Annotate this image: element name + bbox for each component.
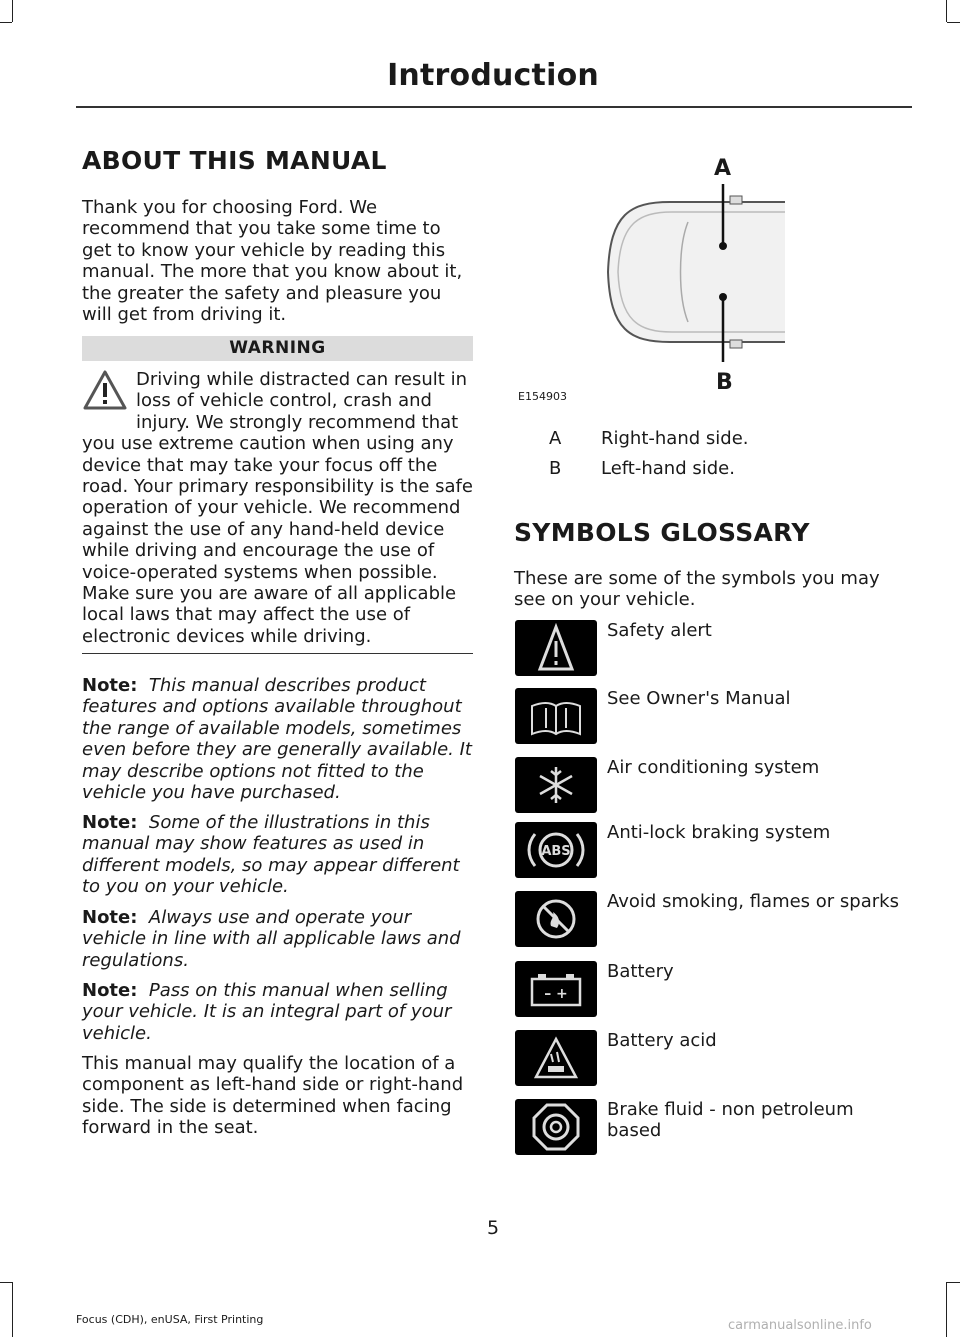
symbol-label: Anti-lock braking system bbox=[607, 822, 831, 843]
symbol-label: See Owner's Manual bbox=[607, 688, 791, 709]
crop-mark bbox=[946, 0, 947, 22]
crop-mark bbox=[946, 1282, 947, 1337]
brake-fluid-icon bbox=[515, 1099, 597, 1155]
abs-icon bbox=[515, 822, 597, 878]
note bbox=[82, 907, 474, 971]
figure-code: E154903 bbox=[518, 390, 567, 403]
car-top-view-figure bbox=[560, 152, 790, 396]
crop-mark bbox=[12, 1282, 13, 1337]
footer-text: Focus (CDH), enUSA, First Printing bbox=[76, 1313, 264, 1326]
warning-body: Driving while distracted can result in loss of vehicle control, crash and injury. We strongly recommend that you use extreme caution when using any device that may take your focus off the road. Your primary responsibility is the safe operation of your vehicle. We recommend against the use of any hand-held device while driving and encourage the use of voice-operated systems when possible. Make sure you are aware of all applicable local laws that may affect the use of electronic devices while driving. bbox=[82, 369, 473, 647]
page-number: 5 bbox=[486, 1217, 500, 1239]
closing-paragraph: This manual may qualify the location of a component as left-hand side or right-hand side. The side is determined when facing forward in the seat. bbox=[82, 1053, 464, 1139]
legend-value: Left-hand side. bbox=[601, 458, 735, 479]
page-title: Introduction bbox=[387, 58, 599, 93]
symbols-intro: These are some of the symbols you may see on your vehicle. bbox=[514, 568, 880, 611]
abs-icon-text: ABS bbox=[541, 844, 571, 859]
note bbox=[82, 675, 474, 803]
warning-text bbox=[82, 369, 474, 647]
note bbox=[82, 980, 474, 1044]
warning-icon bbox=[82, 369, 132, 413]
warning-rule bbox=[82, 653, 473, 654]
symbol-label: Avoid smoking, flames or sparks bbox=[607, 891, 899, 912]
intro-paragraph: Thank you for choosing Ford. We recommend that you take some time to get to know your vehicle by reading this manual. The more that you know about it, the greater the safety and pleasure you will get from driving it. bbox=[82, 197, 463, 326]
legend-key: A bbox=[549, 428, 562, 449]
safety-alert-icon bbox=[515, 620, 597, 676]
battery-icon-text: – + bbox=[544, 986, 568, 1002]
header-rule bbox=[76, 106, 912, 108]
crop-mark bbox=[0, 22, 12, 23]
no-smoking-flames-icon bbox=[515, 891, 597, 947]
crop-mark bbox=[0, 1282, 12, 1283]
owners-manual-icon bbox=[515, 688, 597, 744]
watermark[interactable]: carmanualsonline.info bbox=[728, 1318, 872, 1333]
section-heading-symbols: SYMBOLS GLOSSARY bbox=[514, 518, 810, 547]
note-text: Always use and operate your vehicle in line with all applicable laws and regulations. bbox=[82, 907, 461, 971]
section-heading-about: ABOUT THIS MANUAL bbox=[82, 146, 387, 175]
symbol-label: Safety alert bbox=[607, 620, 712, 641]
battery-acid-icon bbox=[515, 1030, 597, 1086]
crop-mark bbox=[12, 0, 13, 22]
symbol-label: Battery acid bbox=[607, 1030, 717, 1051]
symbol-label: Brake fluid - non petroleum based bbox=[607, 1099, 854, 1142]
note-text: Some of the illustrations in this manual may show features as used in different models, so may appear different to you on your vehicle. bbox=[82, 812, 460, 898]
symbol-label: Air conditioning system bbox=[607, 757, 820, 778]
warning-banner: WARNING bbox=[82, 336, 473, 361]
battery-icon bbox=[515, 961, 597, 1017]
callout-a: A bbox=[714, 156, 732, 181]
legend-key: B bbox=[549, 458, 562, 479]
crop-mark bbox=[947, 1282, 960, 1283]
note-label: Note: bbox=[82, 812, 138, 833]
note-label: Note: bbox=[82, 907, 138, 928]
note bbox=[82, 812, 474, 898]
symbol-label: Battery bbox=[607, 961, 674, 982]
note-label: Note: bbox=[82, 980, 138, 1001]
note-text: This manual describes product features and options available throughout the range of available models, sometimes even before they are generally available. It may describe options not fitted to the vehicle you have purchased. bbox=[82, 675, 472, 804]
air-conditioning-icon bbox=[515, 757, 597, 813]
note-label: Note: bbox=[82, 675, 138, 696]
callout-b: B bbox=[716, 370, 733, 395]
note-text: Pass on this manual when selling your vehicle. It is an integral part of your vehicle. bbox=[82, 980, 452, 1044]
legend-value: Right-hand side. bbox=[601, 428, 749, 449]
crop-mark bbox=[947, 22, 960, 23]
